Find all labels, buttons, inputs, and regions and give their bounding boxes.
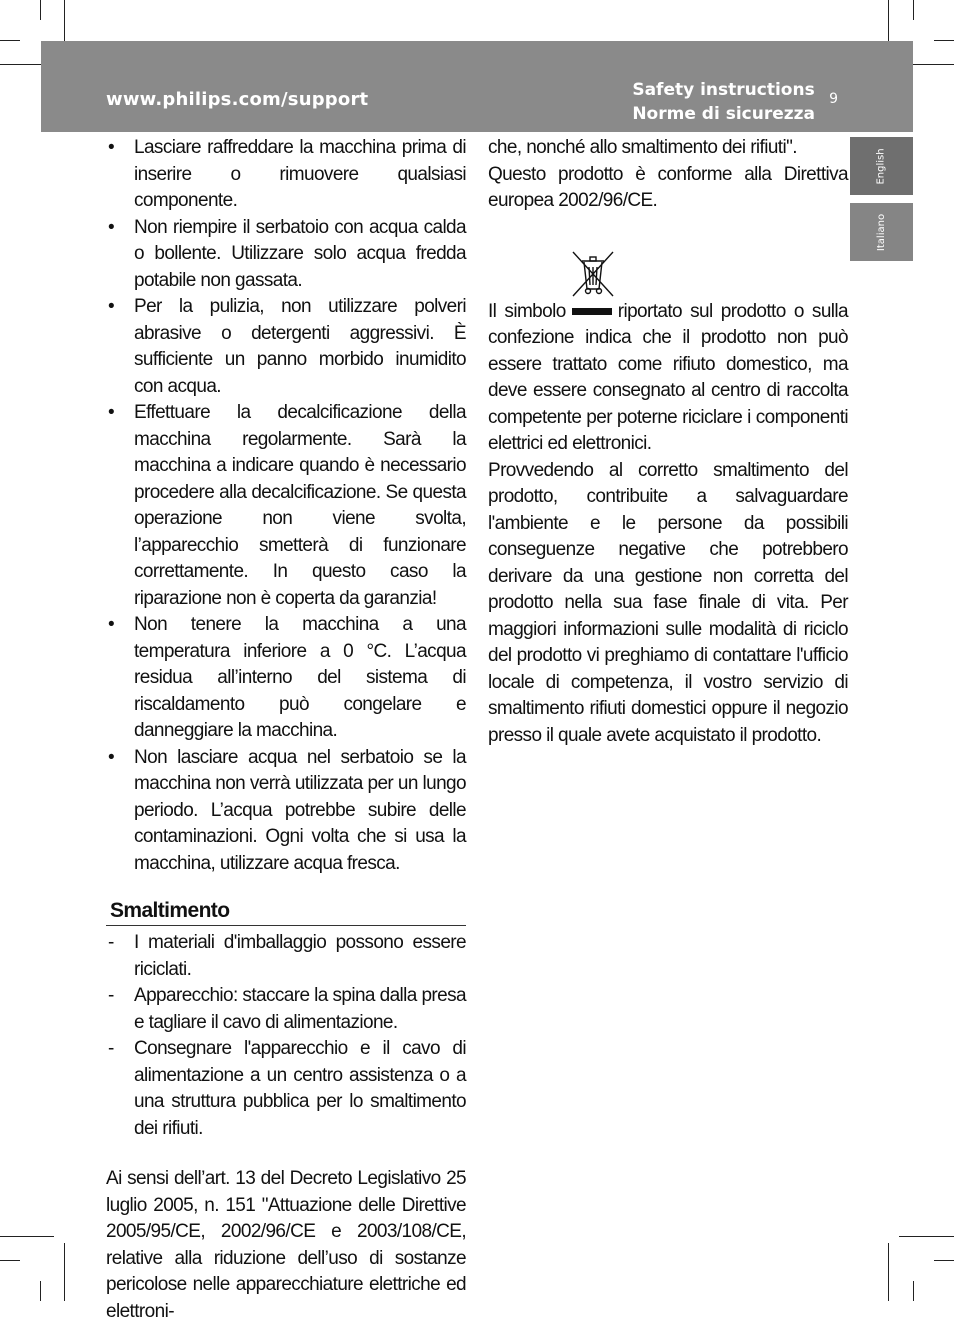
- crop-mark: [0, 1236, 54, 1237]
- list-item: • Per la pulizia, non utilizzare polveri abrasive o detergenti aggressivi. È sufficiente un panno morbido inumidito con acqua.: [106, 294, 466, 400]
- tab-italiano-label: Italiano: [875, 213, 887, 251]
- list-item: • Non tenere la macchina a una temperatura inferiore a 0 °C. L’acqua residua all’interno del sistema di riscaldamento può congelare e danneggiare la macchina.: [106, 612, 466, 745]
- crop-mark: [934, 40, 954, 41]
- conformity-text: Questo prodotto è conforme alla Direttiva europea 2002/96/CE.: [488, 163, 848, 211]
- weee-bin-icon: [568, 249, 618, 299]
- list-item: - I materiali d'imballaggio possono essere riciclati.: [106, 930, 466, 983]
- page-number: 9: [829, 91, 838, 107]
- list-item: • Non lasciare acqua nel serbatoio se la macchina non verrà utilizzata per un lungo periodo. L’acqua potrebbe subire delle contaminazioni. Ogni volta che si usa la macchina, utilizzare acqua fresca.: [106, 745, 466, 878]
- crop-mark: [64, 1243, 65, 1301]
- weee-bar-icon: [572, 308, 612, 315]
- left-column: [106, 135, 466, 1325]
- crop-mark: [899, 1236, 954, 1237]
- tab-italiano[interactable]: [850, 203, 913, 261]
- tab-english[interactable]: [850, 137, 913, 195]
- support-url: www.philips.com/support: [106, 89, 369, 110]
- safety-list: [106, 135, 466, 877]
- list-item: • Non riempire il serbatoio con acqua calda o bollente. Utilizzare solo acqua fredda potabile non gassata.: [106, 215, 466, 295]
- list-item: - Apparecchio: staccare la spina dalla presa e tagliare il cavo di alimentazione.: [106, 983, 466, 1036]
- spacer: [106, 1142, 466, 1166]
- list-item: - Consegnare l'apparecchio e il cavo di alimentazione a un centro assistenza o a una struttura pubblica per lo smaltimento dei rifiuti.: [106, 1036, 466, 1142]
- crop-mark: [0, 40, 20, 41]
- header-title-it: Norme di sicurezza: [632, 104, 815, 124]
- crop-mark: [913, 1281, 914, 1301]
- header-title-en: Safety instructions: [632, 80, 815, 100]
- crop-mark: [888, 1243, 889, 1301]
- list-item: • Lasciare raffreddare la macchina prima di inserire o rimuovere qualsiasi componente.: [106, 135, 466, 215]
- symbol-text-before: Il simbolo: [488, 300, 566, 322]
- section-title: Smaltimento: [106, 897, 466, 926]
- crop-mark: [40, 1281, 41, 1301]
- symbol-text-after: riportato sul prodotto o sulla confezione indica che il prodotto non può essere trattato come rifiuto domestico, ma deve essere consegnato al centro di raccolta competente per poterne riciclare i componenti elettrici ed elettronici.: [488, 300, 849, 454]
- disposal-list: [106, 930, 466, 1142]
- list-item: • Effettuare la decalcificazione della macchina regolarmente. Sarà la macchina a indicare quando è necessario procedere alla decalcificazione. Se questa operazione non viene svolta, l’apparecchio smetterà di funzionare correttamente. In questo caso la riparazione non è coperta da garanzia!: [106, 400, 466, 612]
- crop-mark: [40, 0, 41, 20]
- tab-english-label: English: [875, 147, 887, 185]
- continuation-text: che, nonché allo smaltimento dei rifiuti".: [488, 137, 797, 158]
- crop-mark: [934, 1260, 954, 1261]
- decree-paragraph: Ai sensi dell’art. 13 del Decreto Legislativo 25 luglio 2005, n. 151 "Attuazione delle Direttive 2005/95/CE, 2002/96/CE e 2003/108/CE, relative alla riduzione dell’uso di sostanze pericolose nelle apparecchiature elettriche ed elettroni-: [106, 1168, 466, 1322]
- page-header: [41, 41, 913, 132]
- crop-mark: [0, 1260, 20, 1261]
- disposal-paragraph: Provvedendo al corretto smaltimento del prodotto, contribuite a salvaguardare l'ambiente e le persone da possibili conseguenze negative che potrebbero derivare da una gestione non corretta del prodotto nella sua fase finale di vita. Per maggiori informazioni sulle modalità di riciclo del prodotto vi preghiamo di contattare l'ufficio locale di competenza, il vostro servizio di smaltimento rifiuti domestici oppure il negozio presso il quale avete acquistato il prodotto.: [488, 459, 848, 746]
- right-column: [488, 135, 848, 749]
- symbol-paragraph: [488, 299, 848, 458]
- header-titles: [632, 78, 815, 126]
- crop-mark: [913, 0, 914, 20]
